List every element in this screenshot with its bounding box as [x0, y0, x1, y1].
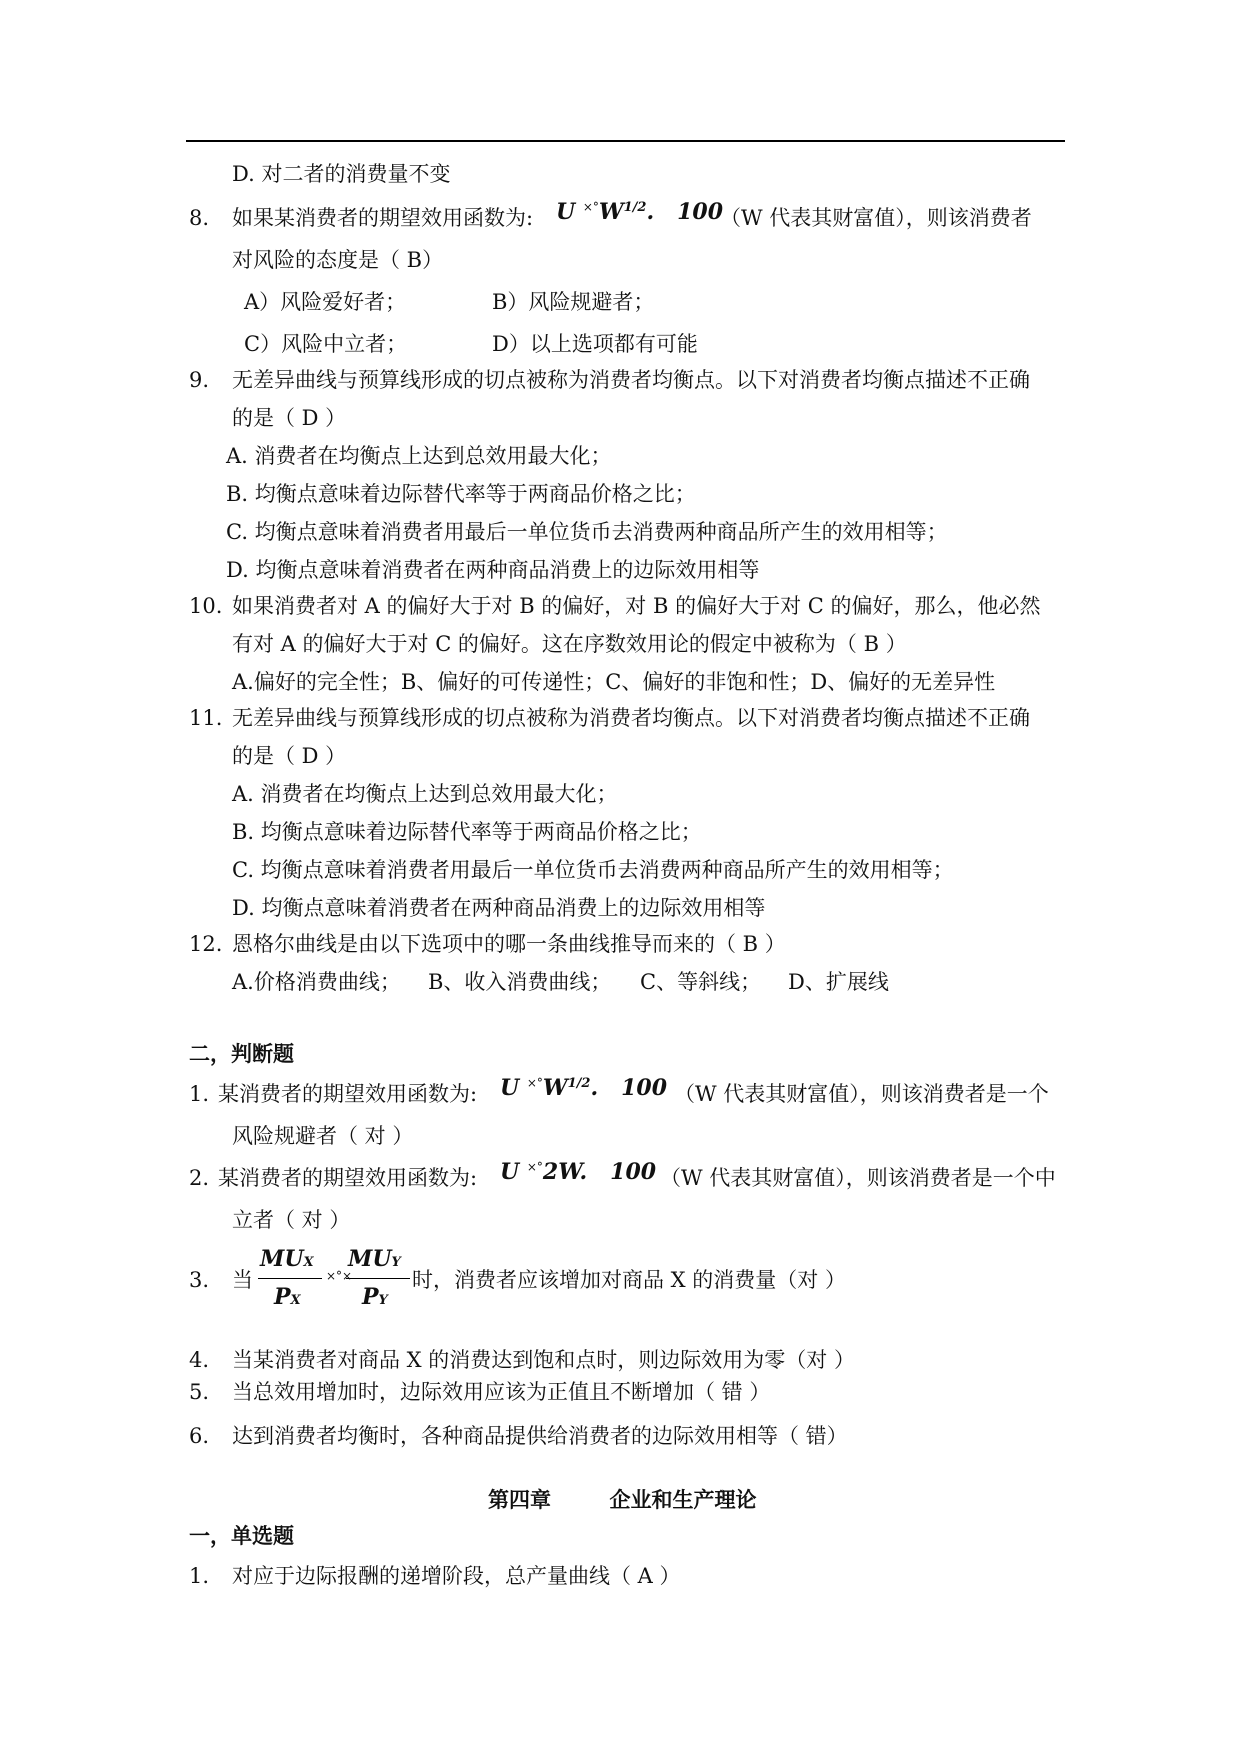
q12-option-c: C、等斜线； [640, 970, 762, 994]
q10-number: 10. [189, 594, 223, 618]
j1-text-c: 风险规避者（ 对 ） [232, 1124, 414, 1148]
j1-text-a: 某消费者的期望效用函数为: [218, 1082, 478, 1106]
q11-option-c: C. 均衡点意味着消费者用最后一单位货币去消费两种商品所产生的效用相等； [232, 858, 954, 882]
q8-option-a: A）风险爱好者； [244, 290, 407, 314]
j2-number: 2. [189, 1166, 210, 1190]
q9-option-d: D. 均衡点意味着消费者在两种商品消费上的边际效用相等 [226, 558, 760, 582]
header-rule [186, 140, 1065, 142]
j1-number: 1. [189, 1082, 210, 1106]
section-judgment-heading: 二，判断题 [189, 1041, 294, 1066]
j1-formula: U $^{\times^\circ}W^{1/2}$. 100 [500, 1075, 668, 1101]
q8-option-c: C）风险中立者； [244, 332, 408, 356]
q12-text: 恩格尔曲线是由以下选项中的哪一条曲线推导而来的（ B ） [232, 932, 786, 956]
j3-operator-glyph: ×°× [326, 1269, 353, 1283]
j2-text-c: 立者（ 对 ） [232, 1208, 351, 1232]
c1-text: 对应于边际报酬的递增阶段，总产量曲线（ A ） [232, 1564, 681, 1588]
q9-text-a: 无差异曲线与预算线形成的切点被称为消费者均衡点。以下对消费者均衡点描述不正确 [232, 368, 1030, 392]
j2-formula: U ×°2W. 100 [500, 1159, 657, 1185]
q8-option-b: B）风险规避者； [492, 290, 655, 314]
q11-text-a: 无差异曲线与预算线形成的切点被称为消费者均衡点。以下对消费者均衡点描述不正确 [232, 706, 1030, 730]
q9-option-a: A. 消费者在均衡点上达到总效用最大化； [226, 444, 612, 468]
q8-text-c: 对风险的态度是（ B） [232, 248, 444, 272]
j2-text-b: （W 代表其财富值），则该消费者是一个中 [660, 1166, 1056, 1190]
chapter-title: 第四章 企业和生产理论 [488, 1487, 757, 1512]
q11-text-b: 的是（ D ） [232, 744, 347, 768]
j5-number: 5. [189, 1380, 210, 1404]
j4-number: 4. [189, 1348, 210, 1372]
q12-option-d: D、扩展线 [788, 970, 889, 994]
j3-text-a: 当 [232, 1268, 253, 1292]
q11-option-a: A. 消费者在均衡点上达到总效用最大化； [232, 782, 618, 806]
q9-number: 9. [189, 368, 210, 392]
q8-text-b: （W 代表其财富值），则该消费者 [720, 206, 1032, 230]
j2-text-a: 某消费者的期望效用函数为: [218, 1166, 478, 1190]
q10-text-a: 如果消费者对 A 的偏好大于对 B 的偏好，对 B 的偏好大于对 C 的偏好，那么，他必然 [232, 594, 1041, 618]
q8-text-a: 如果某消费者的期望效用函数为: [232, 206, 534, 230]
q8-formula: U $^{\times^\circ}W^{1/2}$. 100 [556, 199, 724, 225]
c1-number: 1. [189, 1564, 210, 1588]
section-single-choice-heading: 一，单选题 [189, 1523, 294, 1548]
q12-option-a: A.价格消费曲线； [232, 970, 401, 994]
q9-option-b: B. 均衡点意味着边际替代率等于两商品价格之比； [226, 482, 696, 506]
q9-option-c: C. 均衡点意味着消费者用最后一单位货币去消费两种商品所产生的效用相等； [226, 520, 948, 544]
j3-text-b: 时，消费者应该增加对商品 X 的消费量（对 ） [412, 1268, 846, 1292]
q11-option-d: D. 均衡点意味着消费者在两种商品消费上的边际效用相等 [232, 896, 766, 920]
q8-option-d: D）以上选项都有可能 [492, 332, 698, 356]
q8-number: 8. [189, 206, 210, 230]
j4-text: 当某消费者对商品 X 的消费达到饱和点时，则边际效用为零（对 ） [232, 1348, 855, 1372]
j5-text: 当总效用增加时，边际效用应该为正值且不断增加（ 错 ） [232, 1380, 771, 1404]
j3-fraction-x: MUX PX [258, 1246, 324, 1316]
q12-number: 12. [189, 932, 223, 956]
j3-number: 3. [189, 1268, 210, 1292]
q9-text-b: 的是（ D ） [232, 406, 347, 430]
j1-text-b: （W 代表其财富值），则该消费者是一个 [674, 1082, 1049, 1106]
j6-text: 达到消费者均衡时，各种商品提供给消费者的边际效用相等（ 错） [232, 1424, 848, 1448]
q11-option-b: B. 均衡点意味着边际替代率等于两商品价格之比； [232, 820, 702, 844]
j6-number: 6. [189, 1424, 210, 1448]
q11-number: 11. [189, 706, 223, 730]
q10-text-b: 有对 A 的偏好大于对 C 的偏好。这在序数效用论的假定中被称为（ B ） [232, 632, 907, 656]
q10-options: A.偏好的完全性；B、偏好的可传递性；C、偏好的非饱和性；D、偏好的无差异性 [232, 670, 996, 694]
q12-option-b: B、收入消费曲线； [428, 970, 612, 994]
j3-fraction-y: MUY PY [346, 1246, 412, 1316]
option-d-prev: D. 对二者的消费量不变 [232, 162, 451, 186]
